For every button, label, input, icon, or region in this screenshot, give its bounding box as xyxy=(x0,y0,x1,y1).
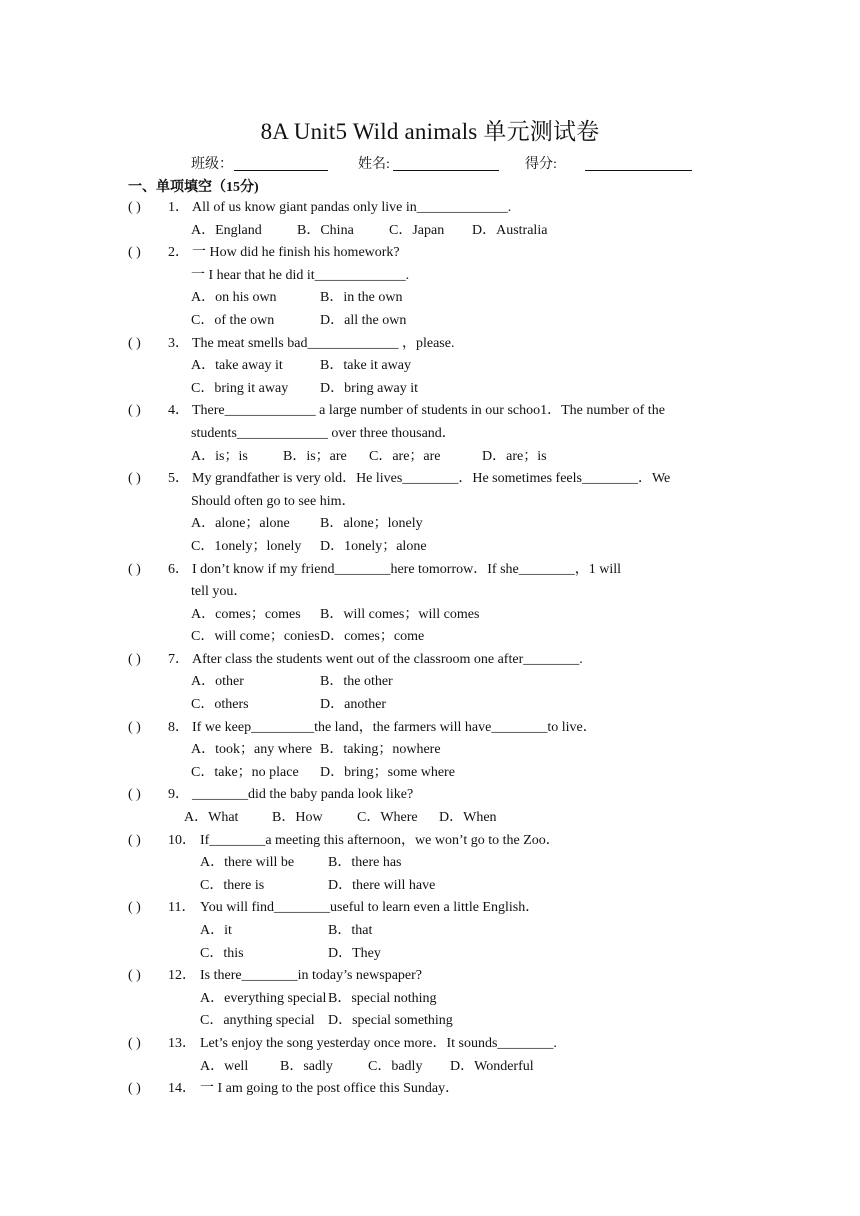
answer-parentheses: ( ) xyxy=(128,832,141,848)
option: D．there will have xyxy=(328,877,436,893)
class-blank xyxy=(234,156,328,171)
option: A．on his own xyxy=(191,290,277,306)
option: C．will come；conies xyxy=(191,629,320,645)
section-title: 一、单项填空（15分) xyxy=(128,180,259,195)
option: D．1onely；alone xyxy=(320,538,427,554)
option-row xyxy=(128,604,748,627)
question-stem: I don’t know if my friend________here tomorrow．If she________，1 will xyxy=(192,561,622,577)
question-line xyxy=(128,1078,748,1101)
option: B．sadly xyxy=(280,1058,333,1074)
question-line xyxy=(128,468,748,491)
question-line xyxy=(128,897,748,920)
option-row xyxy=(128,626,748,649)
page-title: 8A Unit5 Wild animals 单元测试卷 xyxy=(260,119,600,144)
question-stem: The meat smells bad_____________ ，please. xyxy=(192,335,455,351)
question-stem: 一 I am going to the post office this Sunday． xyxy=(200,1081,460,1097)
question-number: 12． xyxy=(168,968,196,984)
question-number: 13． xyxy=(168,1035,196,1051)
option: D．are；is xyxy=(482,448,547,464)
question-stem: You will find________useful to learn even a little English． xyxy=(200,900,540,916)
name-blank xyxy=(393,156,499,171)
question-stem: ________did the baby panda look like? xyxy=(192,787,414,803)
question-number: 3． xyxy=(168,335,189,351)
option: A．there will be xyxy=(200,855,295,871)
question-stem-continued: Should often go to see him． xyxy=(191,493,356,509)
question-number: 6． xyxy=(168,561,189,577)
option: A．other xyxy=(191,674,244,690)
option: D．bring away it xyxy=(320,380,418,396)
option: A．well xyxy=(200,1058,249,1074)
question-line xyxy=(128,491,748,514)
option: A．is；is xyxy=(191,448,248,464)
question-line xyxy=(128,197,748,220)
name-label: 姓名: xyxy=(358,157,390,172)
option-row xyxy=(128,446,748,469)
class-label: 班级： xyxy=(191,157,233,172)
option: C．Where xyxy=(357,810,418,826)
question-number: 9． xyxy=(168,787,189,803)
option-row xyxy=(128,1056,748,1079)
option: B．special nothing xyxy=(328,990,437,1006)
question-stem: If we keep_________the land，the farmers will have________to live． xyxy=(192,719,597,735)
question-stem: After class the students went out of the classroom one after________. xyxy=(192,651,583,667)
option: B．China xyxy=(297,222,354,238)
option: D．They xyxy=(328,945,381,961)
question-number: 2． xyxy=(168,245,189,261)
option: B．take it away xyxy=(320,358,411,374)
option: D．comes；come xyxy=(320,629,425,645)
score-blank xyxy=(585,156,692,171)
question-number: 11． xyxy=(168,900,196,916)
option: C．there is xyxy=(200,877,265,893)
option: A．England xyxy=(191,222,262,238)
question-line xyxy=(128,423,748,446)
option: A．everything special xyxy=(200,990,327,1006)
answer-parentheses: ( ) xyxy=(128,900,141,916)
question-line xyxy=(128,1033,748,1056)
question-line xyxy=(128,400,748,423)
question-stem: Let’s enjoy the song yesterday once more．It sounds________. xyxy=(200,1035,557,1051)
option: A．comes；comes xyxy=(191,606,301,622)
option: B．there has xyxy=(328,855,402,871)
option-row xyxy=(128,513,748,536)
option: C．anything special xyxy=(200,1013,315,1029)
option: A．it xyxy=(200,923,232,938)
answer-parentheses: ( ) xyxy=(128,200,141,215)
answer-parentheses: ( ) xyxy=(128,719,141,735)
option: A．take away it xyxy=(191,358,283,374)
question-stem: If________a meeting this afternoon，we won’t go to the Zoo． xyxy=(200,832,560,848)
option: A．took；any where xyxy=(191,742,312,758)
option: C．1onely；lonely xyxy=(191,538,302,554)
question-number: 8． xyxy=(168,719,189,735)
question-line xyxy=(128,830,748,853)
option: B．that xyxy=(328,923,373,938)
option: B．is；are xyxy=(283,448,347,464)
option: D．Australia xyxy=(472,222,548,238)
option-row xyxy=(128,762,748,785)
option: C．this xyxy=(200,945,244,961)
option: B．the other xyxy=(320,674,393,690)
option: B．will comes；will comes xyxy=(320,606,480,622)
option: D．Wonderful xyxy=(450,1058,534,1074)
question-line xyxy=(128,717,748,740)
option-row xyxy=(128,739,748,762)
question-line xyxy=(128,265,748,288)
option: A．alone；alone xyxy=(191,516,290,532)
answer-parentheses: ( ) xyxy=(128,245,141,261)
question-stem-continued: 一 I hear that he did it_____________. xyxy=(191,267,410,283)
answer-parentheses: ( ) xyxy=(128,471,141,487)
question-stem-continued: tell you． xyxy=(191,584,248,600)
option: C．badly xyxy=(368,1058,423,1074)
option: B．alone；lonely xyxy=(320,516,423,532)
question-line xyxy=(128,649,748,672)
answer-parentheses: ( ) xyxy=(128,1081,141,1097)
answer-parentheses: ( ) xyxy=(128,403,141,419)
answer-parentheses: ( ) xyxy=(128,651,141,667)
option-row xyxy=(128,852,748,875)
question-number: 14． xyxy=(168,1081,196,1097)
question-number: 5． xyxy=(168,471,189,487)
option-row xyxy=(128,220,748,243)
option: B．in the own xyxy=(320,290,403,306)
option: B．How xyxy=(272,810,323,826)
question-line xyxy=(128,784,748,807)
option-row xyxy=(128,536,748,559)
question-stem: 一 How did he finish his homework? xyxy=(192,245,400,261)
option: C．Japan xyxy=(389,222,445,238)
question-line xyxy=(128,242,748,265)
question-stem: My grandfather is very old．He lives________．He sometimes feels________．We xyxy=(192,471,671,487)
question-number: 7． xyxy=(168,651,189,667)
option: C．are；are xyxy=(369,448,441,464)
answer-parentheses: ( ) xyxy=(128,561,141,577)
question-list xyxy=(128,197,748,1101)
option-row xyxy=(128,671,748,694)
option-row xyxy=(128,1010,748,1033)
option: C．of the own xyxy=(191,312,275,328)
answer-parentheses: ( ) xyxy=(128,787,141,803)
question-line xyxy=(128,965,748,988)
option-row xyxy=(128,943,748,966)
answer-parentheses: ( ) xyxy=(128,335,141,351)
option: D．When xyxy=(439,810,497,826)
option: C．bring it away xyxy=(191,380,289,396)
option-row xyxy=(128,988,748,1011)
question-stem: There_____________ a large number of students in our schoo1．The number of the xyxy=(192,403,665,419)
option: C．take；no place xyxy=(191,764,299,780)
question-number: 1． xyxy=(168,200,189,215)
question-number: 10． xyxy=(168,832,196,848)
option-row xyxy=(128,875,748,898)
option-row xyxy=(128,310,748,333)
option: D．another xyxy=(320,697,387,713)
question-line xyxy=(128,559,748,582)
option-row xyxy=(128,694,748,717)
option-row xyxy=(128,378,748,401)
question-stem-continued: students_____________ over three thousand． xyxy=(191,425,456,441)
option: C．others xyxy=(191,697,249,713)
option: A．What xyxy=(184,810,239,826)
answer-parentheses: ( ) xyxy=(128,1035,141,1051)
question-line xyxy=(128,333,748,356)
option-row xyxy=(128,807,748,830)
option: D．all the own xyxy=(320,312,407,328)
option: B．taking；nowhere xyxy=(320,742,441,758)
option-row xyxy=(128,355,748,378)
option: D．special something xyxy=(328,1013,453,1029)
answer-parentheses: ( ) xyxy=(128,968,141,984)
question-number: 4． xyxy=(168,403,189,419)
question-stem: All of us know giant pandas only live in_____________. xyxy=(192,200,512,215)
option: D．bring；some where xyxy=(320,764,455,780)
option-row xyxy=(128,920,748,943)
question-line xyxy=(128,581,748,604)
option-row xyxy=(128,287,748,310)
question-stem: Is there________in today’s newspaper? xyxy=(200,968,422,984)
score-label: 得分: xyxy=(525,157,557,172)
